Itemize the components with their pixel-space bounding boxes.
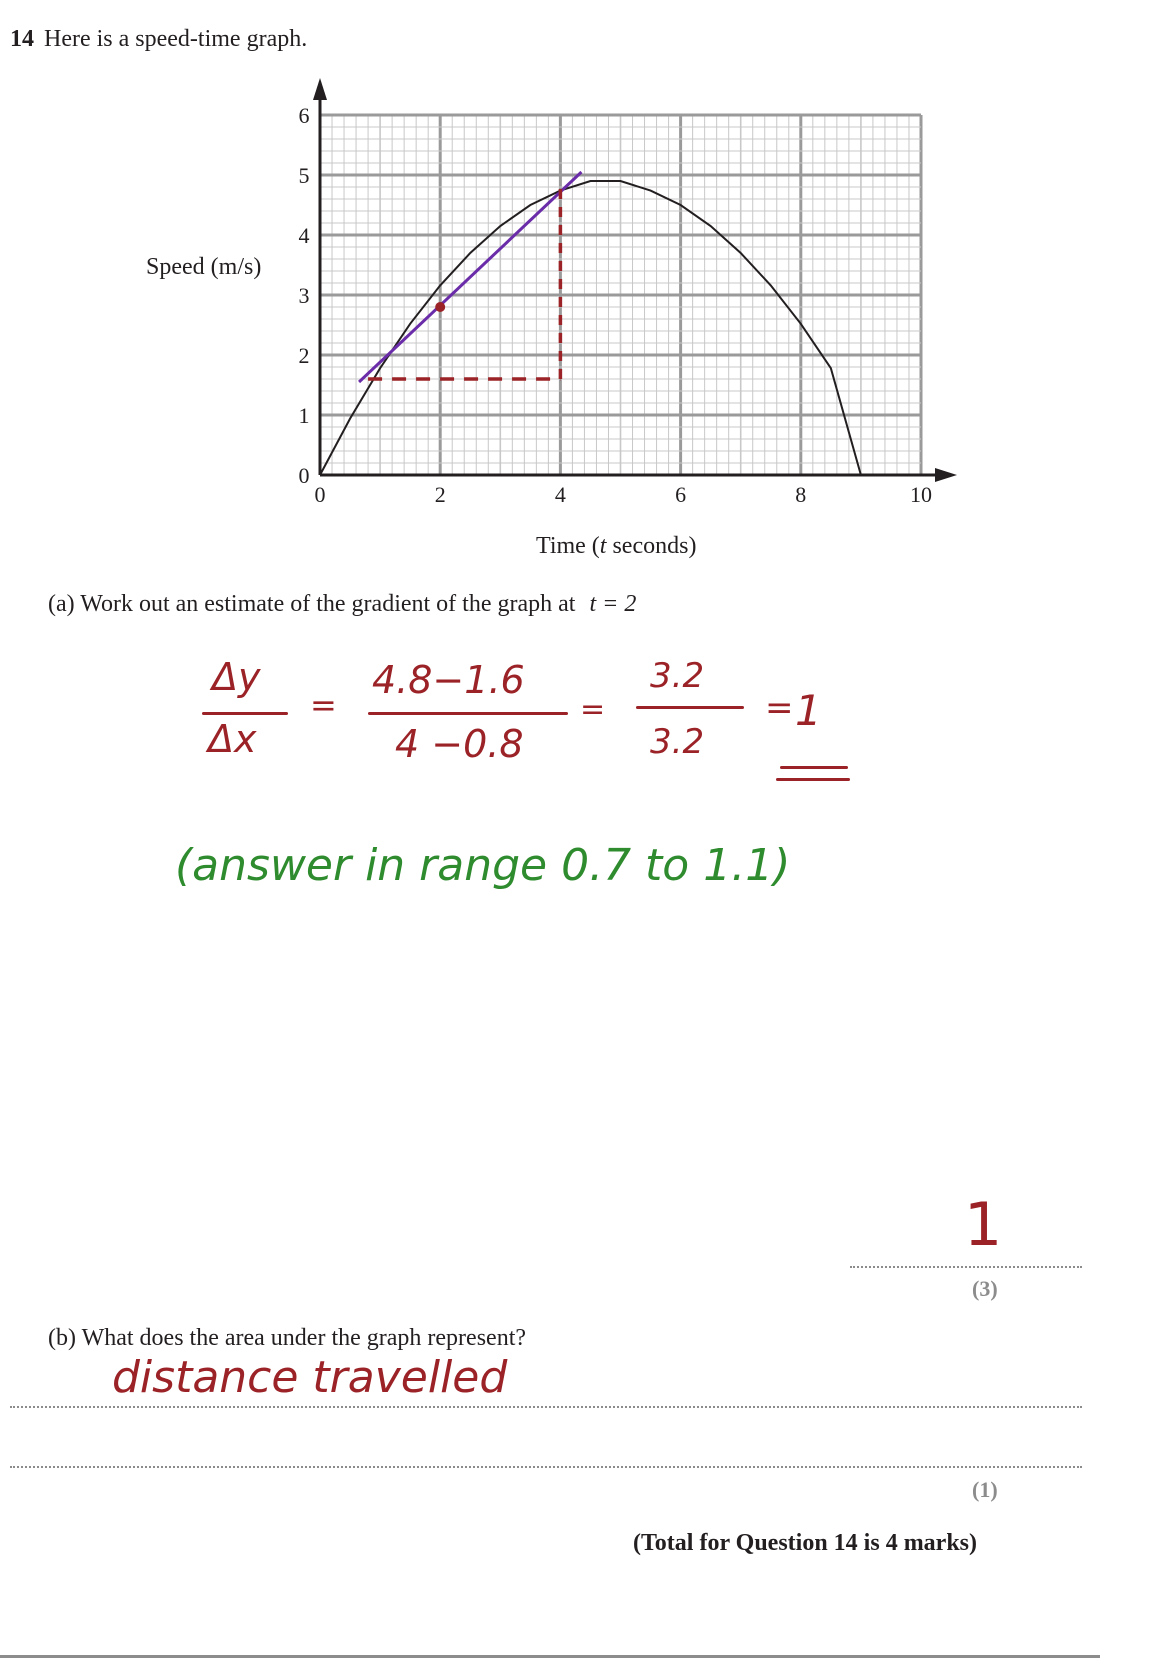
x-tick-label: 6: [675, 482, 687, 507]
working-result: 1: [795, 686, 822, 735]
working-underline-1: [780, 766, 848, 769]
working-fraction-bar-2: [636, 706, 744, 709]
part-a-question: [48, 591, 636, 618]
x-tick-label: 4: [554, 482, 566, 507]
working-fraction-bar: [368, 712, 568, 715]
part-a-answer-line: [850, 1266, 1082, 1268]
speed-time-graph: [0, 0, 1153, 640]
graph-curve-layer: [320, 181, 861, 475]
working-equals-2: =: [580, 692, 606, 727]
speed-curve: [320, 181, 861, 475]
working-lhs-fraction-bar: [202, 712, 288, 715]
working-denominator-2: 3.2: [650, 722, 705, 762]
x-axis-label-suffix: seconds): [606, 533, 697, 559]
y-tick-label: 5: [298, 163, 310, 188]
y-tick-label: 4: [298, 223, 310, 248]
y-tick-label: 3: [298, 283, 310, 308]
part-b-answer-line-2: [10, 1466, 1082, 1468]
part-b-text: What does the area under the graph represent?: [81, 1325, 527, 1351]
x-tick-label: 0: [314, 482, 326, 507]
part-b-marks: (1): [972, 1477, 998, 1502]
part-b-answer: distance travelled: [112, 1352, 508, 1403]
working-lhs-numerator: Δy: [212, 655, 261, 699]
x-tick-label: 10: [910, 482, 932, 507]
working-denominator: 4 −0.8: [395, 722, 524, 766]
x-axis-label: [536, 533, 696, 559]
x-axis-label-variable: t: [599, 533, 607, 559]
y-tick-label: 0: [298, 463, 310, 488]
y-tick-label: 1: [298, 403, 310, 428]
x-axis-arrow: [935, 468, 957, 482]
working-lhs-denominator: Δx: [208, 717, 257, 761]
part-a-math: t = 2: [589, 591, 637, 617]
y-tick-label: 2: [298, 343, 310, 368]
graph-grid: [320, 115, 921, 475]
x-axis-label-prefix: Time (: [536, 533, 600, 559]
working-numerator-2: 3.2: [650, 656, 705, 696]
bottom-rule: [0, 1655, 1100, 1658]
part-a-marks: (3): [972, 1276, 998, 1301]
working-underline-2: [776, 778, 850, 781]
question-total: (Total for Question 14 is 4 marks): [633, 1530, 978, 1556]
part-a-answer: 1: [964, 1190, 1003, 1260]
y-axis-arrow: [313, 78, 327, 100]
part-b-question: [48, 1325, 526, 1352]
question-intro: Here is a speed-time graph.: [44, 26, 308, 52]
part-b-answer-line-1: [10, 1406, 1082, 1408]
tangent-point-marker: [435, 302, 445, 312]
marking-note: (answer in range 0.7 to 1.1): [175, 840, 791, 891]
working-equals-3: =: [765, 688, 794, 728]
part-a-label: (a): [48, 591, 75, 617]
y-axis-label: Speed (m/s): [146, 254, 262, 280]
part-b-label: (b): [48, 1325, 76, 1351]
part-a-text: Work out an estimate of the gradient of the graph at: [80, 591, 576, 617]
x-tick-label: 2: [434, 482, 446, 507]
y-tick-label: 6: [298, 103, 310, 128]
question-number: 14: [10, 26, 34, 52]
working-equals-1: =: [310, 686, 337, 724]
working-numerator: 4.8−1.6: [372, 658, 525, 702]
x-tick-label: 8: [795, 482, 807, 507]
